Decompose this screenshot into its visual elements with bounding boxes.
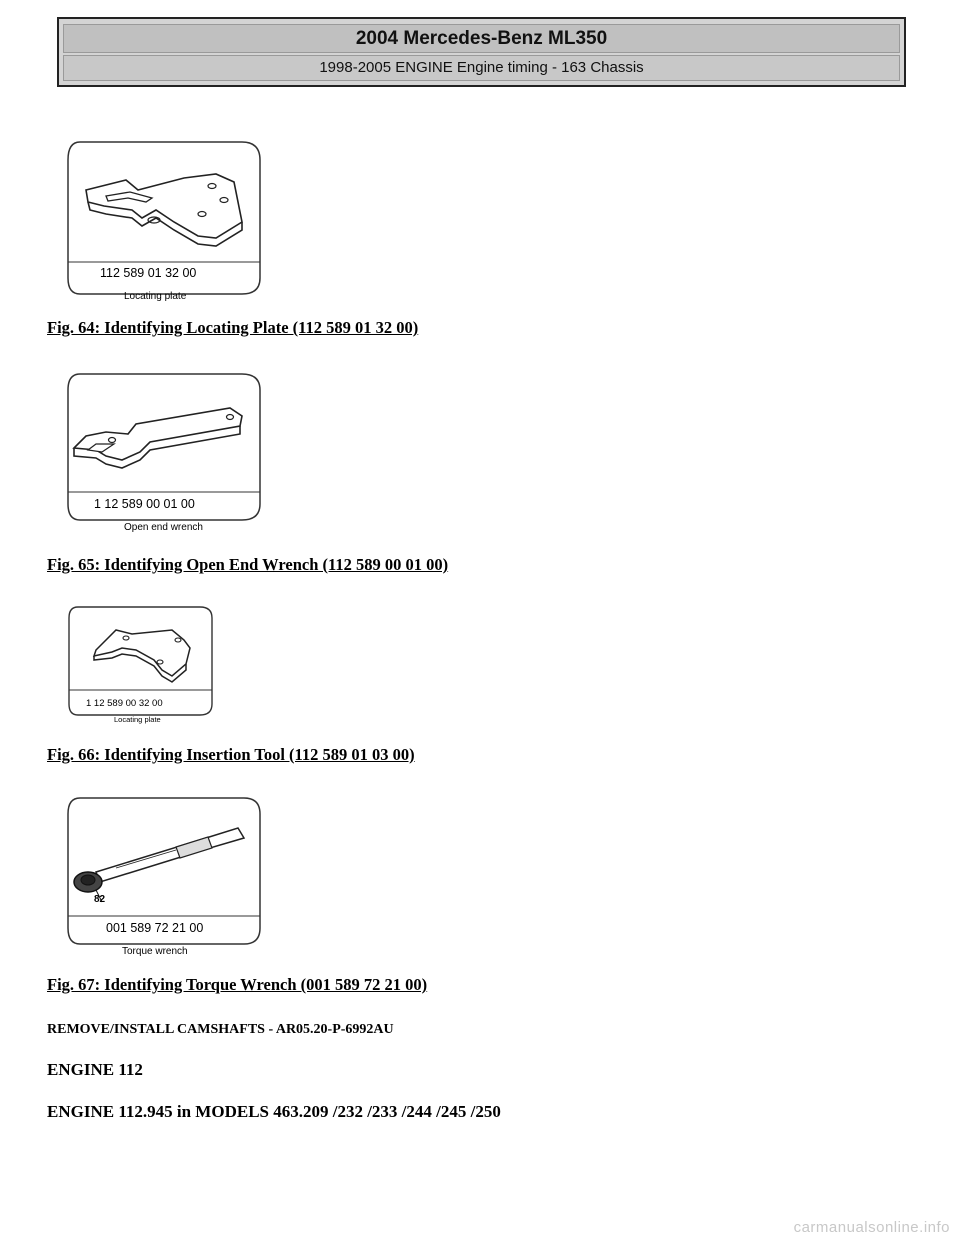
document-title: 2004 Mercedes-Benz ML350 [63,24,900,53]
page-header [57,17,906,87]
part-number: 112 589 01 32 00 [100,266,197,280]
section-heading-engine-models: ENGINE 112.945 in MODELS 463.209 /232 /233 /244 /245 /250 [47,1102,501,1121]
tool-label: Open end wrench [124,522,203,533]
document-subtitle: 1998-2005 ENGINE Engine timing - 163 Chassis [63,55,900,81]
figure-66-locating-plate [66,604,216,724]
figure-65-caption: Fig. 65: Identifying Open End Wrench (112 589 00 01 00) [47,555,449,574]
tool-label: Locating plate [114,715,161,724]
section-heading-engine: ENGINE 112 [47,1060,143,1079]
part-number: 1 12 589 00 32 00 [86,698,163,709]
figure-67-caption: Fig. 67: Identifying Torque Wrench (001 589 72 21 00) [47,975,428,994]
callout-number: 82 [94,894,106,905]
figure-64-caption: Fig. 64: Identifying Locating Plate (112 589 01 32 00) [47,318,419,337]
watermark: carmanualsonline.info [793,1219,950,1236]
part-number: 1 12 589 00 01 00 [94,497,195,511]
part-number: 001 589 72 21 00 [106,921,204,935]
figure-66-caption: Fig. 66: Identifying Insertion Tool (112 589 01 03 00) [47,745,415,764]
figure-67-torque-wrench [66,794,266,957]
figure-64-locating-plate [66,138,266,304]
figure-65-open-end-wrench [66,370,266,533]
tool-label: Locating plate [124,291,187,302]
section-heading-remove-install: REMOVE/INSTALL CAMSHAFTS - AR05.20-P-6992AU [47,1022,394,1037]
tool-label: Torque wrench [122,946,188,957]
